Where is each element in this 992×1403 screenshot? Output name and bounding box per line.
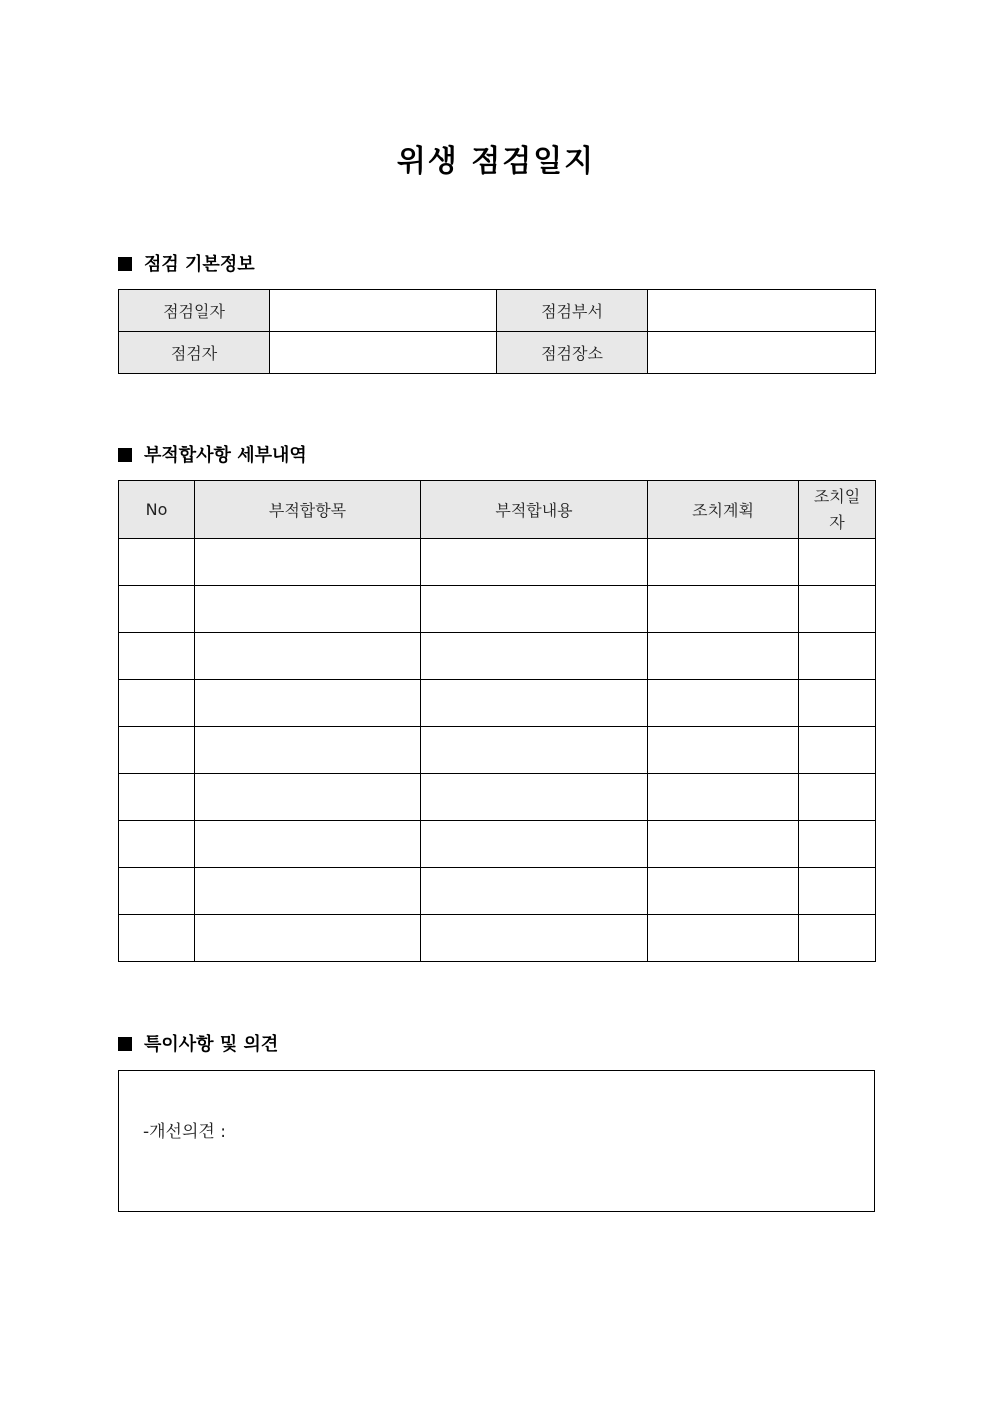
column-header-action-date: 조치일자 [799, 481, 876, 539]
cell-action-date[interactable] [799, 727, 876, 774]
cell-item[interactable] [195, 539, 421, 586]
cell-content[interactable] [421, 727, 648, 774]
cell-action-date[interactable] [799, 868, 876, 915]
table-row [119, 290, 876, 332]
column-header-action-plan: 조치계획 [648, 481, 799, 539]
cell-no[interactable] [119, 539, 195, 586]
table-header-row [119, 481, 876, 539]
table-row [119, 633, 876, 680]
cell-action-date[interactable] [799, 586, 876, 633]
cell-content[interactable] [421, 586, 648, 633]
cell-content[interactable] [421, 633, 648, 680]
section-heading-text: 특이사항 및 의견 [144, 1034, 279, 1055]
document-title: 위생 점검일지 [396, 144, 596, 179]
cell-action-date[interactable] [799, 915, 876, 962]
cell-content[interactable] [421, 774, 648, 821]
cell-content[interactable] [421, 680, 648, 727]
cell-action-date[interactable] [799, 821, 876, 868]
column-header-no: No [119, 481, 195, 539]
square-bullet-icon [118, 257, 132, 271]
cell-item[interactable] [195, 868, 421, 915]
cell-item[interactable] [195, 633, 421, 680]
section-heading-basic-info [118, 253, 255, 277]
cell-item[interactable] [195, 680, 421, 727]
cell-action-plan[interactable] [648, 633, 799, 680]
cell-action-plan[interactable] [648, 915, 799, 962]
cell-action-plan[interactable] [648, 774, 799, 821]
cell-action-date[interactable] [799, 680, 876, 727]
cell-action-plan[interactable] [648, 727, 799, 774]
table-row [119, 727, 876, 774]
cell-item[interactable] [195, 821, 421, 868]
table-row [119, 821, 876, 868]
field-inspector[interactable] [270, 332, 497, 374]
cell-no[interactable] [119, 680, 195, 727]
table-row [119, 680, 876, 727]
cell-action-plan[interactable] [648, 680, 799, 727]
cell-item[interactable] [195, 915, 421, 962]
cell-no[interactable] [119, 868, 195, 915]
cell-item[interactable] [195, 774, 421, 821]
cell-no[interactable] [119, 727, 195, 774]
cell-no[interactable] [119, 774, 195, 821]
cell-content[interactable] [421, 915, 648, 962]
cell-no[interactable] [119, 633, 195, 680]
field-inspection-department[interactable] [648, 290, 876, 332]
section-heading-text: 부적합사항 세부내역 [144, 445, 307, 466]
cell-action-plan[interactable] [648, 586, 799, 633]
cell-no[interactable] [119, 821, 195, 868]
table-row [119, 332, 876, 374]
cell-action-date[interactable] [799, 633, 876, 680]
table-row [119, 586, 876, 633]
square-bullet-icon [118, 448, 132, 462]
table-row [119, 774, 876, 821]
nonconformity-table [118, 480, 876, 962]
cell-action-plan[interactable] [648, 539, 799, 586]
cell-no[interactable] [119, 586, 195, 633]
cell-action-date[interactable] [799, 539, 876, 586]
cell-item[interactable] [195, 727, 421, 774]
cell-item[interactable] [195, 586, 421, 633]
section-heading-remarks [118, 1033, 278, 1057]
section-heading-nonconformity-details [118, 444, 307, 468]
cell-no[interactable] [119, 915, 195, 962]
cell-content[interactable] [421, 821, 648, 868]
cell-action-plan[interactable] [648, 821, 799, 868]
square-bullet-icon [118, 1037, 132, 1051]
cell-content[interactable] [421, 868, 648, 915]
cell-action-plan[interactable] [648, 868, 799, 915]
table-row [119, 915, 876, 962]
label-inspection-location: 점검장소 [497, 332, 648, 374]
section-heading-text: 점검 기본정보 [144, 254, 255, 275]
cell-content[interactable] [421, 539, 648, 586]
remarks-box[interactable] [118, 1070, 875, 1212]
label-inspection-department: 점검부서 [497, 290, 648, 332]
table-row [119, 868, 876, 915]
column-header-item: 부적합항목 [195, 481, 421, 539]
improvement-opinion-line: -개선의견 : [143, 1122, 226, 1142]
label-inspection-date: 점검일자 [119, 290, 270, 332]
field-inspection-location[interactable] [648, 332, 876, 374]
field-inspection-date[interactable] [270, 290, 497, 332]
label-inspector: 점검자 [119, 332, 270, 374]
cell-action-date[interactable] [799, 774, 876, 821]
basic-info-table [118, 289, 876, 374]
table-row [119, 539, 876, 586]
column-header-content: 부적합내용 [421, 481, 648, 539]
